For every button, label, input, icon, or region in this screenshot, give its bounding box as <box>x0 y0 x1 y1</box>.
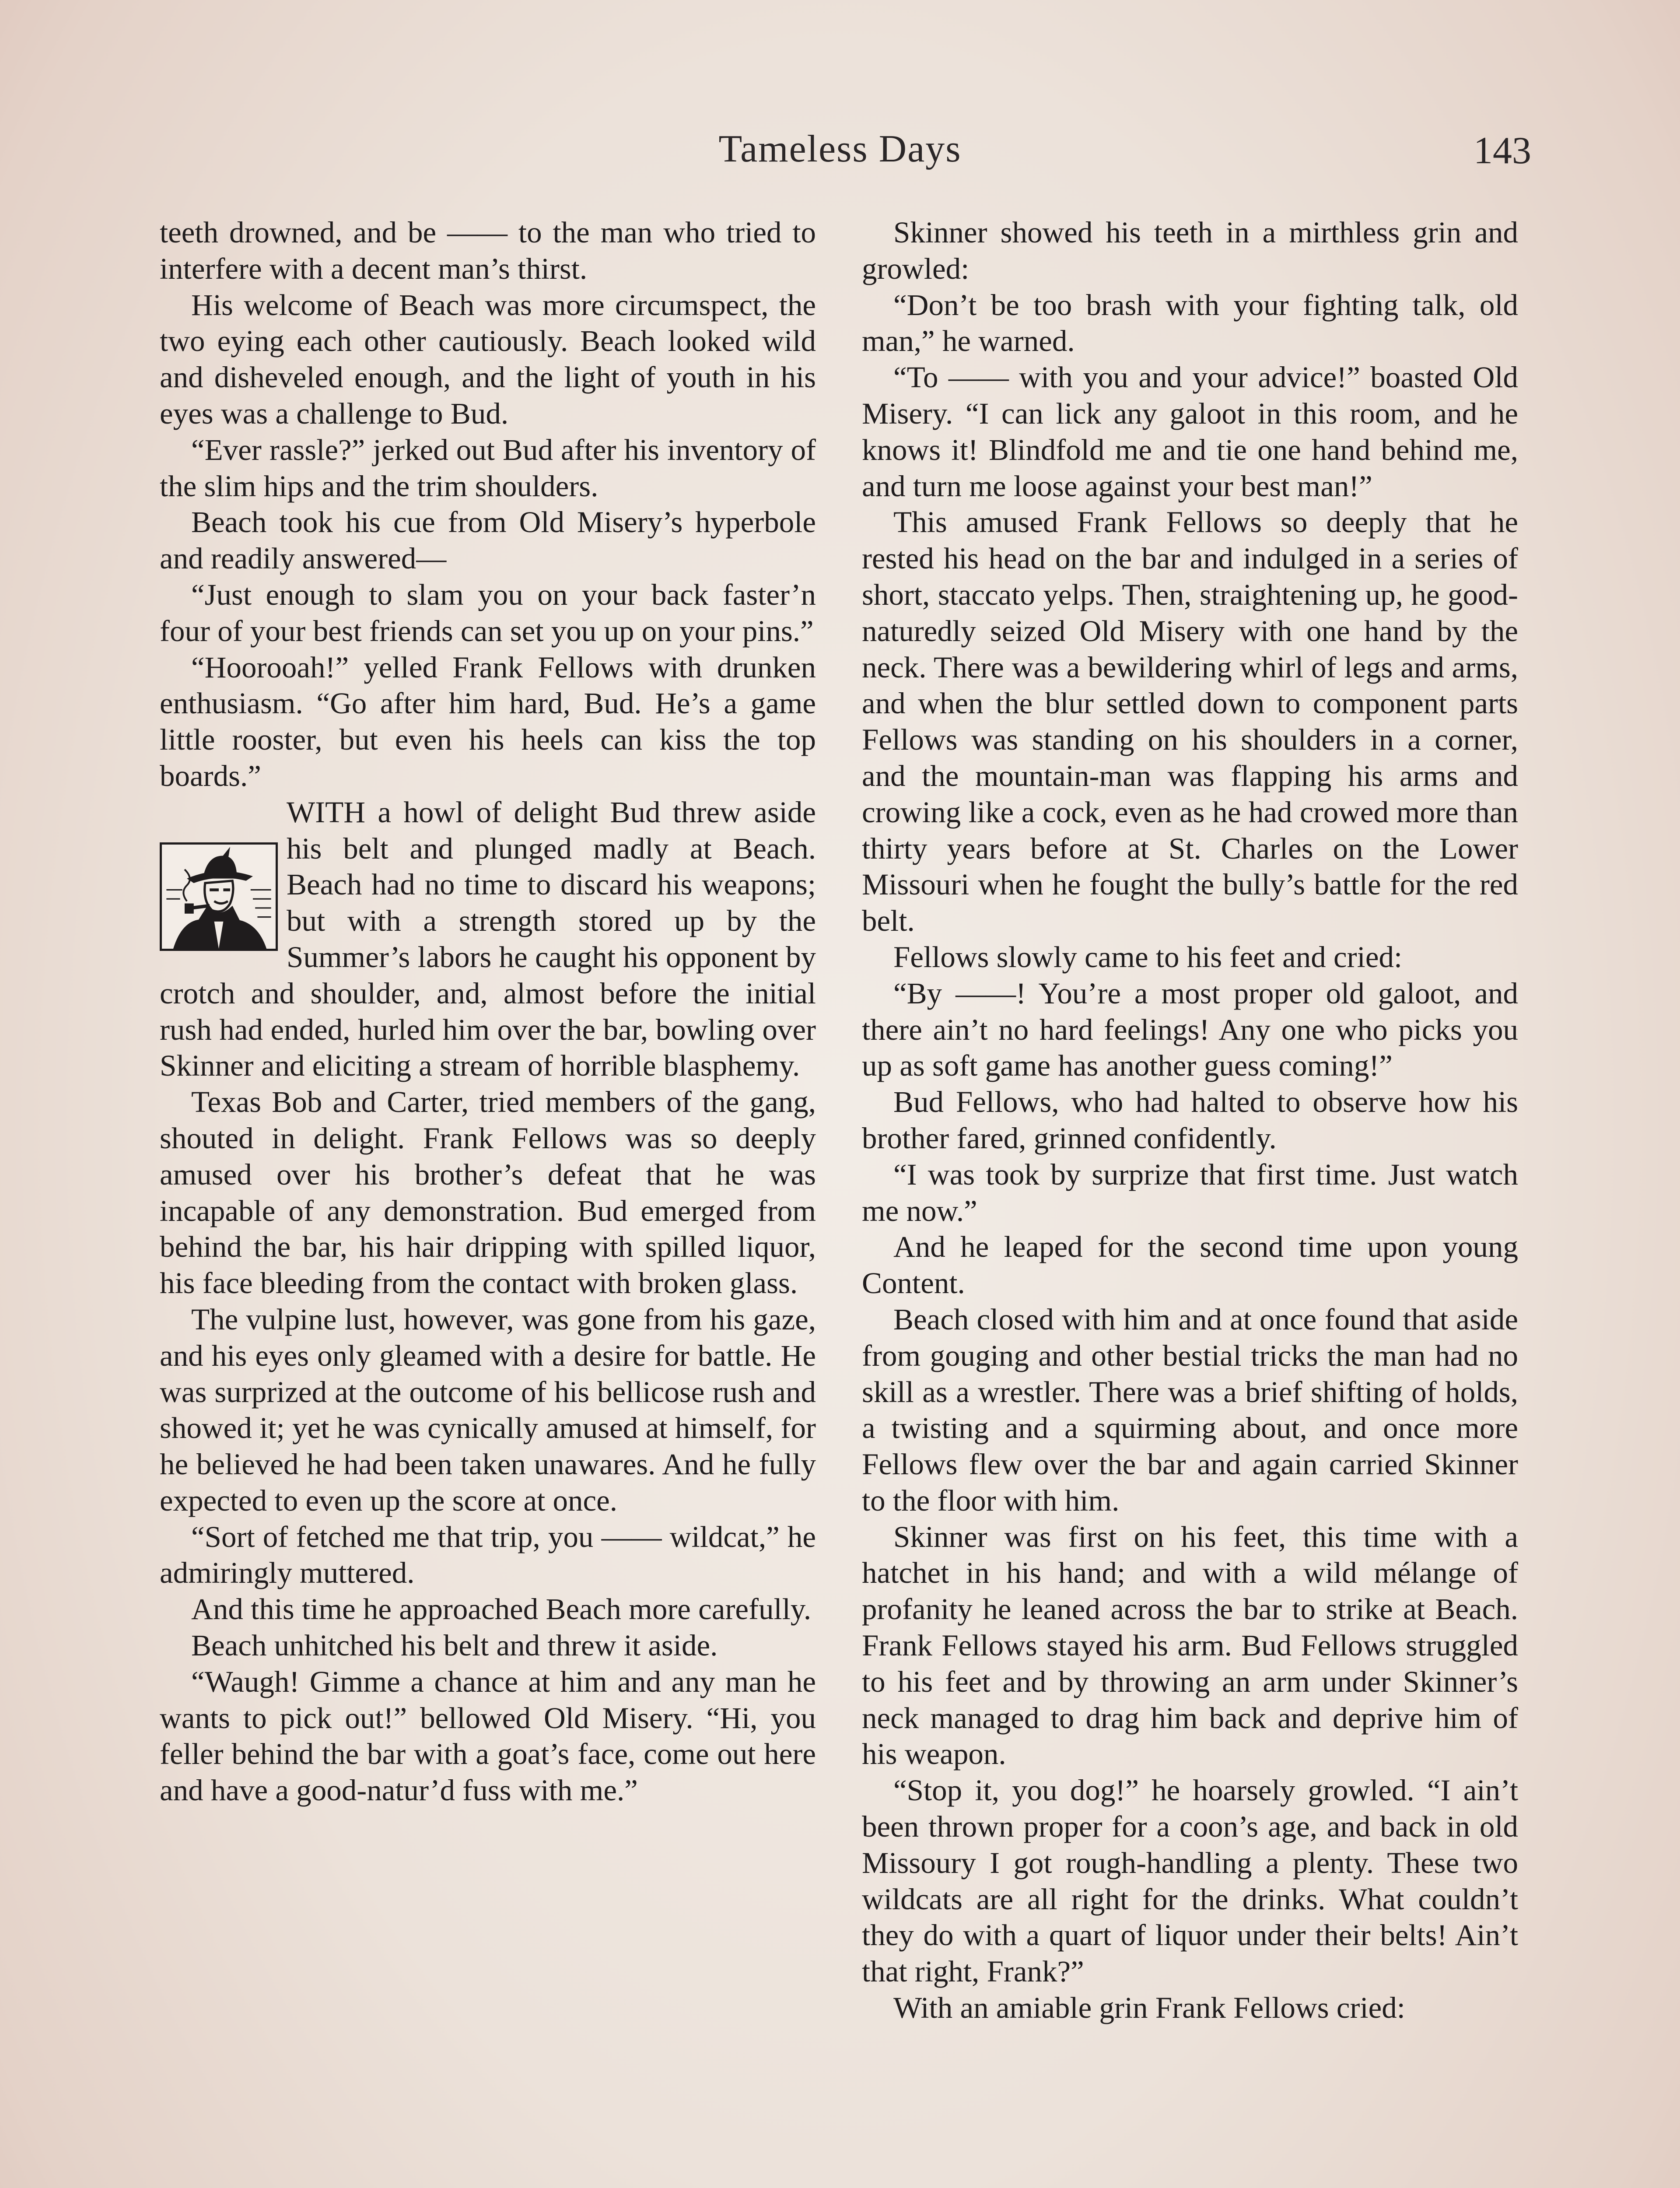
paragraph: Texas Bob and Carter, tried members of the gang, shouted in delight. Frank Fellows was so deeply amused over his brother’s defeat that he was incapable of any demonstration. Bud emerged from behind the bar, his hair dripping with spilled liquor, his face bleeding from the contact with broken glass. <box>160 1085 816 1300</box>
paragraph: “By ——! You’re a most proper old galoot, and there ain’t no hard feelings! Any one who picks you up as soft game has another guess coming!” <box>862 976 1518 1083</box>
paragraph: “Sort of fetched me that trip, you —— wildcat,” he admiringly muttered. <box>160 1520 816 1590</box>
paragraph: The vulpine lust, however, was gone from his gaze, and his eyes only gleamed with a desire for battle. He was surprized at the outcome of his bellicose rush and showed it; yet he was cynically amused at himself, for he believed he had been taken unawares. And he fully expected to even up the score at once. <box>160 1302 816 1517</box>
paragraph: Fellows slowly came to his feet and cried: <box>893 940 1403 974</box>
left-column <box>160 214 816 1809</box>
paragraph: And this time he approached Beach more carefully. <box>191 1592 812 1626</box>
paragraph: Bud Fellows, who had halted to observe how his brother fared, grinned confidently. <box>862 1085 1518 1155</box>
paragraph: Skinner was first on his feet, this time with a hatchet in his hand; and with a wild mélange of profanity he leaned across the bar to strike at Beach. Frank Fellows stayed his arm. Bud Fellows struggled to his feet and by throwing an arm under Skinner’s neck managed to drag him back and deprive him of his weapon. <box>862 1520 1518 1771</box>
paragraph: teeth drowned, and be —— to the man who tried to interfere with a decent man’s thirst. <box>160 216 816 285</box>
paragraph-dropcap: WITH a howl of delight Bud threw aside his belt and plunged madly at Beach. Beach had no time to discard his weapons; but with a strength stored up by the Summer’s labors he caught his opponent by crotch and shoulder, and, almost before the initial rush had ended, hurled him over the bar, bowling over Skinner and eliciting a stream of horrible blasphemy. <box>160 795 816 1083</box>
paragraph: “I was took by surprize that first time. Just watch me now.” <box>862 1157 1518 1227</box>
paragraph: With an amiable grin Frank Fellows cried: <box>893 1991 1405 2025</box>
page-number: 143 <box>1474 130 1531 172</box>
paragraph: Beach closed with him and at once found that aside from gouging and other bestial tricks the man had no skill as a wrestler. There was a brief shifting of holds, a twisting and a squirming about, and once more Fellows flew over the bar and again carried Skinner to the floor with him. <box>862 1302 1518 1517</box>
paragraph: His welcome of Beach was more circumspect, the two eying each other cautiously. Beach looked wild and disheveled enough, and the light of youth in his eyes was a challenge to Bud. <box>160 288 816 430</box>
paragraph: Beach took his cue from Old Misery’s hyperbole and readily answered— <box>160 505 816 575</box>
paragraph: Skinner showed his teeth in a mirthless grin and growled: <box>862 216 1518 285</box>
paragraph: “Hoorooah!” yelled Frank Fellows with drunken enthusiasm. “Go after him hard, Bud. He’s a game little rooster, but even his heels can kiss the top boards.” <box>160 650 816 792</box>
paragraph: “Ever rassle?” jerked out Bud after his inventory of the slim hips and the trim shoulders. <box>160 433 816 503</box>
frontiersman-portrait-icon <box>160 842 278 951</box>
paragraph: “Just enough to slam you on your back faster’n four of your best friends can set you up on your pins.” <box>160 578 816 648</box>
paragraph: “To —— with you and your advice!” boasted Old Misery. “I can lick any galoot in this room, and he knows it! Blindfold me and tie one hand behind me, and turn me loose against your best man!” <box>862 361 1518 503</box>
right-column <box>862 214 1518 2026</box>
running-title: Tameless Days <box>718 128 962 170</box>
paragraph: Beach unhitched his belt and threw it aside. <box>191 1629 718 1662</box>
paragraph: And he leaped for the second time upon young Content. <box>862 1230 1518 1300</box>
paragraph: “Don’t be too brash with your fighting talk, old man,” he warned. <box>862 288 1518 358</box>
paragraph: This amused Frank Fellows so deeply that he rested his head on the bar and indulged in a series of short, staccato yelps. Then, straightening up, he good-naturedly seized Old Misery with one hand by the neck. There was a bewildering whirl of legs and arms, and when the blur settled down to component parts Fellows was standing on his shoulders in a corner, and the mountain-man was flapping his arms and crowing like a cock, even as he had crowed more than thirty years before at St. Charles on the Lower Missouri when he fought the bully’s battle for the red belt. <box>862 505 1518 938</box>
paragraph: “Waugh! Gimme a chance at him and any man he wants to pick out!” bellowed Old Misery. “Hi, you feller behind the bar with a goat’s face, come out here and have a good-natur’d fuss with me.” <box>160 1665 816 1807</box>
running-head <box>0 127 1680 179</box>
paragraph: “Stop it, you dog!” he hoarsely growled. “I ain’t been thrown proper for a coon’s age, and back in old Missoury I got rough-handling a plenty. These two wildcats are all right for the drinks. What couldn’t they do with a quart of liquor under their belts! Ain’t that right, Frank?” <box>862 1774 1518 1988</box>
